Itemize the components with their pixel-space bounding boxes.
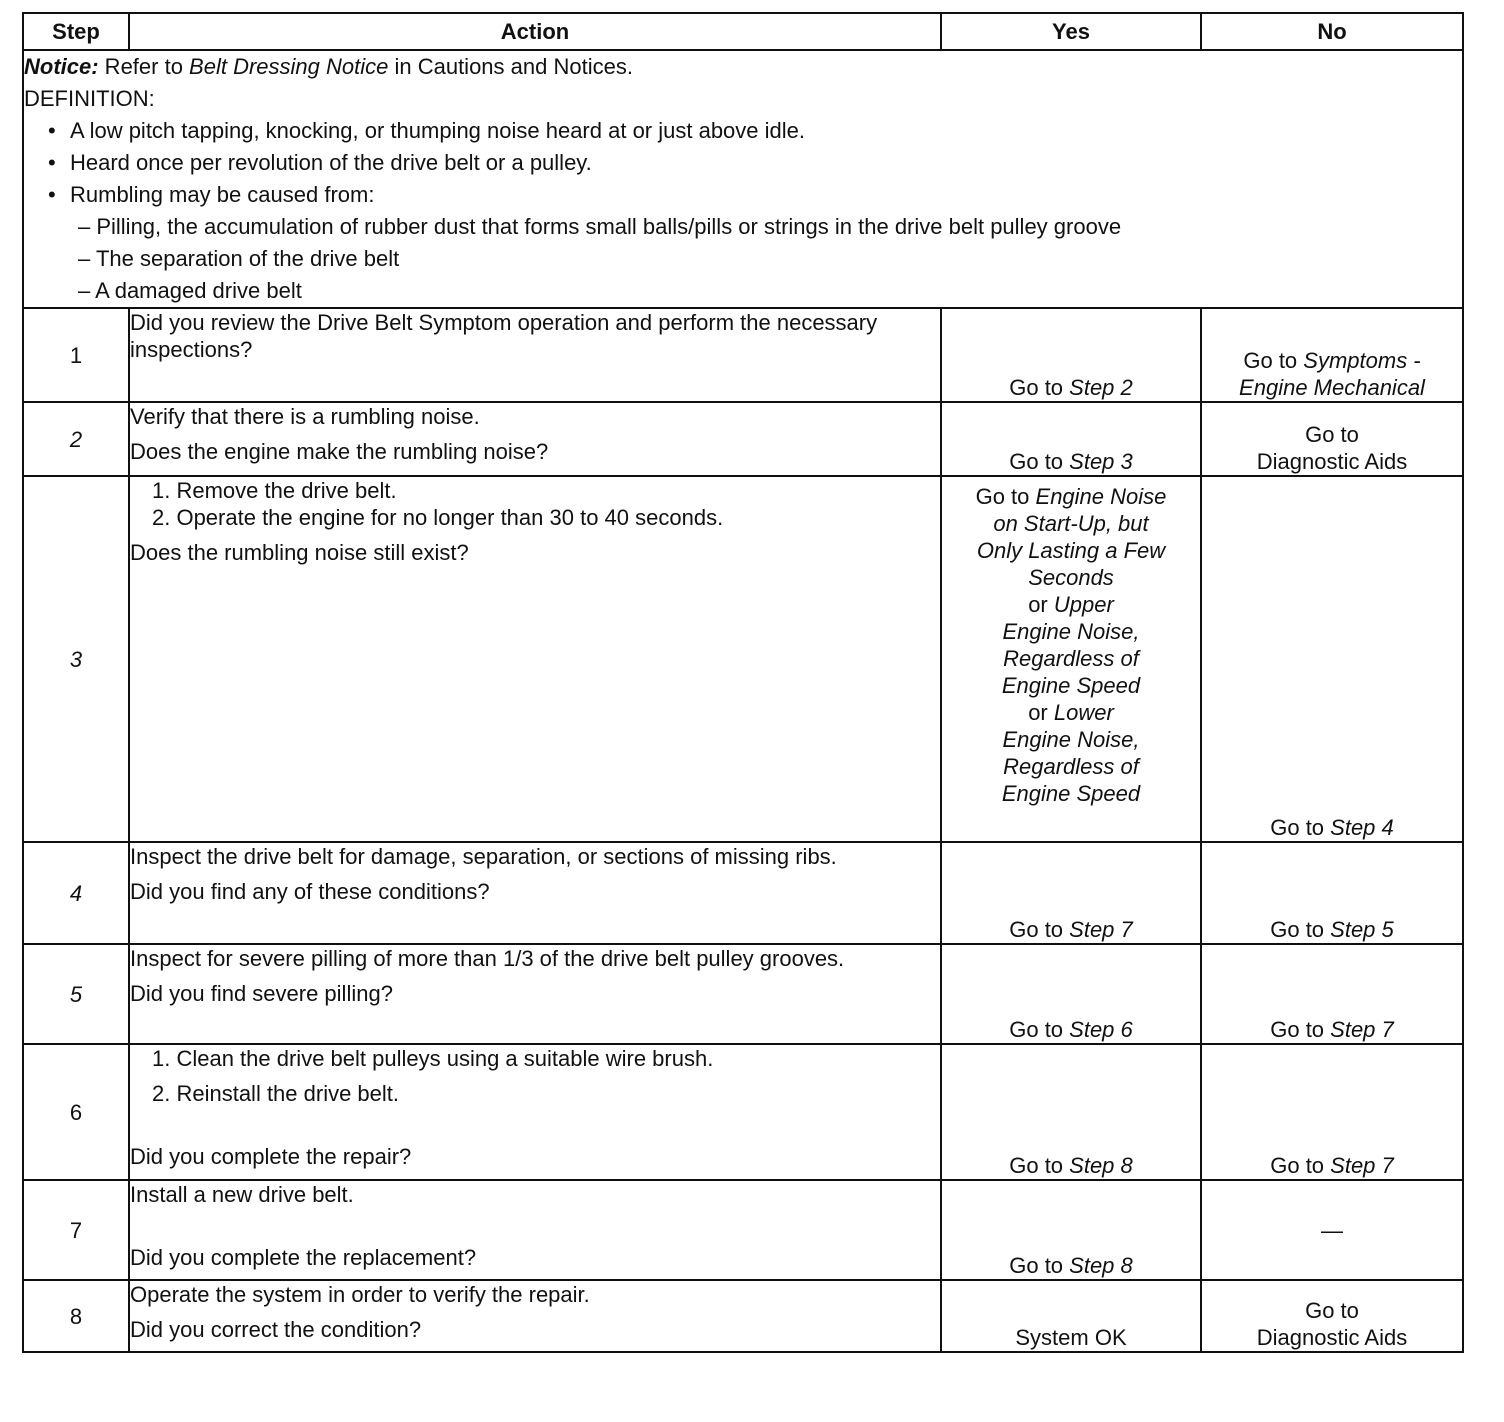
yes-ref: Regardless of: [1003, 646, 1139, 671]
yes-ref: Engine Noise,: [1002, 727, 1140, 752]
action-list-item: 2. Operate the engine for no longer than 30 to 40 seconds.: [152, 505, 724, 530]
definition-sub-item: – Pilling, the accumulation of rubber dust that forms small balls/pills or strings in the drive belt pulley groove: [78, 214, 1122, 239]
definition-bullet: [24, 179, 1462, 211]
step-row-4: [23, 842, 1463, 944]
action-list-item: 2. Reinstall the drive belt.: [152, 1081, 400, 1106]
step-no: [1201, 476, 1463, 842]
yes-ref: Engine Speed: [1001, 781, 1141, 806]
notice-ref: Belt Dressing Notice: [189, 54, 389, 79]
notice-text-a: Refer to: [98, 54, 190, 79]
definition-label: DEFINITION:: [24, 86, 155, 111]
yes-ref: Step 8: [1069, 1253, 1133, 1278]
spacer: [130, 531, 940, 539]
no-line: [1202, 347, 1462, 374]
spacer: [130, 1208, 940, 1244]
yes-ref: Step 2: [1069, 375, 1133, 400]
action-list-item: 1. Clean the drive belt pulleys using a suitable wire brush.: [152, 1046, 714, 1071]
definition-sub-item: – The separation of the drive belt: [78, 246, 400, 271]
step-yes: [941, 1044, 1201, 1180]
step-number: 8: [23, 1280, 129, 1352]
step-action: [129, 1044, 941, 1180]
action-question: Did you complete the repair?: [130, 1144, 412, 1169]
yes-ref: Step 6: [1069, 1017, 1133, 1042]
action-question: Does the engine make the rumbling noise?: [130, 439, 549, 464]
header-no: No: [1201, 13, 1463, 50]
step-number: 3: [23, 476, 129, 842]
header-step: Step: [23, 13, 129, 50]
yes-or: or: [1028, 700, 1054, 725]
action-text: Inspect the drive belt for damage, separation, or sections of missing ribs.: [130, 844, 837, 869]
yes-line: [942, 672, 1200, 699]
notice-text-b: in Cautions and Notices.: [388, 54, 633, 79]
notice-line: [24, 51, 1462, 83]
yes-line: [942, 564, 1200, 591]
yes-line: [942, 753, 1200, 780]
yes-prefix: Go to: [1009, 1017, 1070, 1042]
action-question: Does the rumbling noise still exist?: [130, 540, 469, 565]
step-no: —: [1201, 1180, 1463, 1280]
no-ref: Step 7: [1330, 1153, 1394, 1178]
no-line: Go to: [1305, 422, 1359, 447]
yes-line: [942, 645, 1200, 672]
yes-ref: Step 7: [1069, 917, 1133, 942]
step-number: 4: [23, 842, 129, 944]
spacer: [130, 430, 940, 438]
notice-label: Notice:: [24, 54, 99, 79]
no-prefix: Go to: [1243, 348, 1304, 373]
no-line: Diagnostic Aids: [1256, 1325, 1408, 1350]
step-no: [1201, 842, 1463, 944]
step-action: [129, 1280, 941, 1352]
action-text: Verify that there is a rumbling noise.: [130, 404, 480, 429]
action-question: Did you find severe pilling?: [130, 981, 393, 1006]
yes-line: [942, 618, 1200, 645]
step-number: 2: [23, 402, 129, 476]
yes-ref: Step 8: [1069, 1153, 1133, 1178]
yes-prefix: Go to: [1009, 449, 1070, 474]
step-yes: [941, 944, 1201, 1044]
step-action: Did you review the Drive Belt Symptom operation and perform the necessary inspections?: [129, 308, 941, 402]
step-action: [129, 402, 941, 476]
no-line: [1202, 374, 1462, 401]
notice-row: [23, 50, 1463, 308]
yes-line: [942, 726, 1200, 753]
step-row-8: [23, 1280, 1463, 1352]
no-line: Diagnostic Aids: [1256, 449, 1408, 474]
notice-cell: [23, 50, 1463, 308]
bullet-text: A low pitch tapping, knocking, or thumping noise heard at or just above idle.: [70, 118, 806, 143]
step-row-3: [23, 476, 1463, 842]
header-yes: Yes: [941, 13, 1201, 50]
spacer: [130, 1308, 940, 1316]
bullet-text: Heard once per revolution of the drive belt or a pulley.: [70, 150, 592, 175]
step-number: 1: [23, 308, 129, 402]
step-no: [1201, 1280, 1463, 1352]
diagnostic-table: [22, 12, 1464, 1353]
yes-prefix: Go to: [1009, 917, 1070, 942]
step-yes: [941, 308, 1201, 402]
action-question: Did you find any of these conditions?: [130, 879, 490, 904]
yes-ref: Step 3: [1069, 449, 1133, 474]
spacer: [130, 1072, 940, 1080]
yes-ref: Lower: [1053, 700, 1114, 725]
yes-line: [942, 699, 1200, 726]
step-no: [1201, 944, 1463, 1044]
step-no: [1201, 1044, 1463, 1180]
no-ref: Step 4: [1330, 815, 1394, 840]
step-no: [1201, 402, 1463, 476]
yes-line: [942, 537, 1200, 564]
step-row-2: [23, 402, 1463, 476]
yes-line: [942, 483, 1200, 510]
definition-bullet: [24, 115, 1462, 147]
spacer: [130, 972, 940, 980]
no-prefix: Go to: [1270, 815, 1331, 840]
step-yes: [941, 402, 1201, 476]
no-ref: Symptoms -: [1303, 348, 1421, 373]
yes-ref: Upper: [1053, 592, 1114, 617]
yes-line: [942, 510, 1200, 537]
yes-prefix: Go to: [1009, 375, 1070, 400]
yes-ref: Regardless of: [1003, 754, 1139, 779]
action-question: Did you correct the condition?: [130, 1317, 422, 1342]
step-row-6: [23, 1044, 1463, 1180]
yes-ref: Engine Speed: [1001, 673, 1141, 698]
step-action: [129, 476, 941, 842]
yes-ref: Engine Noise: [1035, 484, 1167, 509]
step-number: 7: [23, 1180, 129, 1280]
step-no: [1201, 308, 1463, 402]
yes-prefix: Go to: [1009, 1253, 1070, 1278]
spacer: [130, 870, 940, 878]
yes-line: [942, 780, 1200, 807]
action-text: Inspect for severe pilling of more than 1/3 of the drive belt pulley grooves.: [130, 946, 845, 971]
step-yes: [941, 1180, 1201, 1280]
action-text: Install a new drive belt.: [130, 1182, 354, 1207]
action-text: Operate the system in order to verify the repair.: [130, 1282, 590, 1307]
no-prefix: Go to: [1270, 917, 1331, 942]
definition-bullet: [24, 147, 1462, 179]
step-number: 6: [23, 1044, 129, 1180]
header-action: Action: [129, 13, 941, 50]
yes-line: [942, 591, 1200, 618]
bullet-text: Rumbling may be caused from:: [70, 182, 375, 207]
step-action: [129, 1180, 941, 1280]
step-action: [129, 842, 941, 944]
yes-or: or: [1028, 592, 1054, 617]
no-ref: Step 5: [1330, 917, 1394, 942]
step-yes: System OK: [941, 1280, 1201, 1352]
no-prefix: Go to: [1270, 1017, 1331, 1042]
step-action: [129, 944, 941, 1044]
yes-ref: Seconds: [1028, 565, 1114, 590]
definition-sub-item: – A damaged drive belt: [78, 278, 302, 303]
step-row-7: [23, 1180, 1463, 1280]
step-yes: [941, 476, 1201, 842]
no-prefix: Go to: [1270, 1153, 1331, 1178]
yes-ref: on Start-Up, but: [993, 511, 1149, 536]
no-ref: Step 7: [1330, 1017, 1394, 1042]
step-number: 5: [23, 944, 129, 1044]
yes-ref: Only Lasting a Few: [976, 538, 1166, 563]
step-yes: [941, 842, 1201, 944]
yes-prefix: Go to: [975, 484, 1036, 509]
action-question: Did you complete the replacement?: [130, 1245, 477, 1270]
action-list-item: 1. Remove the drive belt.: [152, 478, 397, 503]
step-row-1: [23, 308, 1463, 402]
step-row-5: [23, 944, 1463, 1044]
header-row: [23, 13, 1463, 50]
no-line: Go to: [1305, 1298, 1359, 1323]
spacer: [130, 1107, 940, 1143]
no-ref: Engine Mechanical: [1239, 375, 1425, 400]
yes-ref: Engine Noise,: [1002, 619, 1140, 644]
yes-prefix: Go to: [1009, 1153, 1070, 1178]
